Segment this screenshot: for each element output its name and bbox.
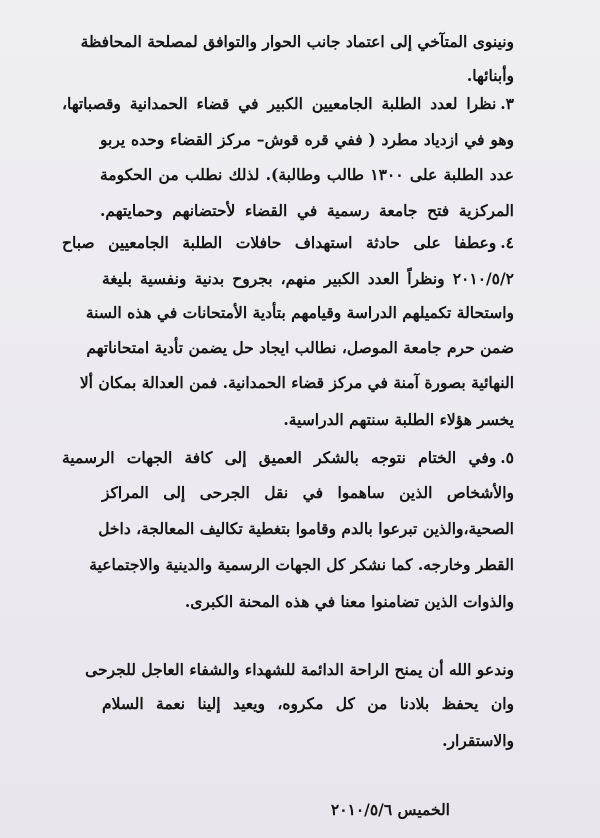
text-line: القطر وخارجه. كما نشكر كل الجهات الرسمية والدينية والاجتماعية xyxy=(89,555,514,574)
text-line: وعطفا على حادثة استهداف حافلات الطلبة الجامعيين صباح xyxy=(62,233,497,252)
text-line: ونينوى المتآخي إلى اعتماد جانب الحوار والتوافق لمصلحة المحافظة xyxy=(80,32,514,51)
text-line: ضمن حرم جامعة الموصل، نطالب ايجاد حل يضمن تأدية امتحاناتهم xyxy=(86,338,514,357)
list-item-5-first-line xyxy=(62,448,514,468)
list-item-4-first-line xyxy=(62,233,514,253)
list-number: ٣. xyxy=(500,94,514,113)
text-line: يخسر هؤلاء الطلبة سنتهم الدراسية. xyxy=(283,410,514,429)
text-line: والذوات الذين تضامنوا معنا في هذه المحنة الكبرى. xyxy=(184,592,514,611)
text-line: المركزية فتح جامعة رسمية في القضاء لأحتضانهم وحمايتهم. xyxy=(100,201,514,220)
text-line: وندعو الله أن يمنح الراحة الدائمة للشهداء والشفاء العاجل للجرحى xyxy=(85,660,514,679)
text-line: ٢٠١٠/٥/٢ ونظراً العدد الكبير منهم، بجروح بدنية ونفسية بليغة xyxy=(102,269,514,288)
date-line: الخميس ٢٠١٠/٥/٦ xyxy=(330,800,450,819)
text-line: وفي الختام نتوجه بالشكر العميق إلى كافة الجهات الرسمية xyxy=(62,448,497,467)
text-line: والاستقرار. xyxy=(442,731,514,750)
text-line: النهائية بصورة آمنة في مركز قضاء الحمدانية. فمن العدالة بمكان ألا xyxy=(79,373,514,392)
list-number: ٤. xyxy=(500,233,514,252)
text-line: وهو في ازدياد مطرد ( ففي قره قوش– مركز القضاء وحده يربو xyxy=(100,130,514,149)
text-line: وأبنائها. xyxy=(466,66,514,85)
text-line: عدد الطلبة على ١٣٠٠ طالب وطالبة). لذلك نطلب من الحكومة xyxy=(100,165,514,184)
list-number: ٥. xyxy=(500,448,514,467)
list-item-3-first-line xyxy=(62,94,514,114)
text-line: الصحية،والذين تبرعوا بالدم وقاموا بتغطية تكاليف المعالجة، داخل xyxy=(98,519,514,538)
text-line: وان يحفظ بلادنا من كل مكروه، ويعيد إلينا نعمة السلام xyxy=(102,694,514,713)
text-line: نظرا لعدد الطلبة الجامعيين الكبير في قضاء الحمدانية وقصباتها، xyxy=(62,94,497,113)
text-line: واستحالة تكميلهم الدراسة وقيامهم بتأدية الأمتحانات في هذه السنة xyxy=(85,303,514,322)
text-line: والأشخاص الذين ساهموا في نقل الجرحى إلى المراكز xyxy=(102,483,514,502)
